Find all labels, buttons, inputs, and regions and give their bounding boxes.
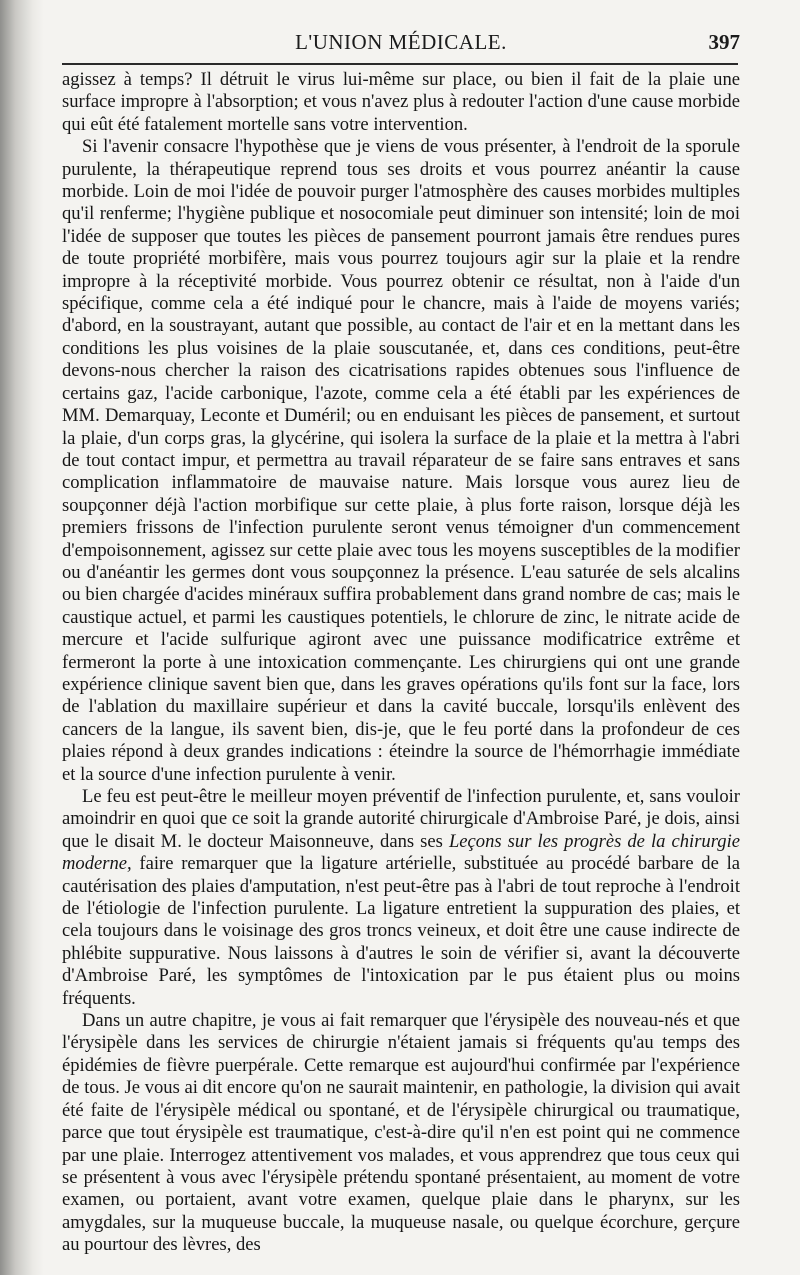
paragraph-continuation: agissez à temps? Il détruit le virus lui-même sur place, ou bien il fait de la plaie une surface impropre à l'absorption; et vous n'avez plus à redouter l'action d'une cause morbide qui eût été fatalement mortelle sans votre intervention. (62, 69, 740, 135)
header-rule (62, 63, 738, 65)
running-title: L'UNION MÉDICALE. (295, 30, 507, 54)
page-number: 397 (708, 30, 740, 54)
paragraph-fire-preventive (62, 786, 740, 1010)
body-text (62, 69, 740, 1257)
paragraph-text-before-title: Le feu est peut-être le meilleur moyen préventif de l'infection purulente, et, sans vouloir amoindrir en quoi que ce soit la grande autorité chirurgicale d'Ambroise Paré, je dois, ainsi que le disait M. le docteur Maisonneuve, dans ses (62, 786, 740, 852)
book-title-italic: Leçons sur les progrès de la chirurgie moderne, (62, 830, 740, 875)
paragraph-erysipelas: Dans un autre chapitre, je vous ai fait remarquer que l'érysipèle des nouveau-nés et que l'érysipèle dans les services de chirurgie n'étaient jamais si fréquents qu'au temps des épidémies de fièvre puerpérale. Cette remarque est aujourd'hui confirmée par l'expérience de tous. Je vous ai dit encore qu'on ne saurait maintenir, en pathologie, la division qui avait été faite de l'érysipèle médical ou spontané, et de l'érysipèle chirurgical ou traumatique, parce que tout érysipèle est traumatique, c'est-à-dire qu'il n'en est point qui ne commence par une plaie. Interrogez attentivement vos malades, et vous apprendrez que tous ceux qui se présentent à vous avec l'érysipèle prétendu spontané présentaient, au moment de votre examen, ou portaient, avant votre examen, quelque plaie dans le pharynx, sur les amygdales, sur la muqueuse buccale, la muqueuse nasale, ou quelque écorchure, gerçure au pourtour des lèvres, des (62, 1010, 740, 1256)
page-header (62, 28, 740, 58)
paragraph-text-after-title: faire remarquer que la ligature artérielle, substituée au procédé barbare de la cautérisation des plaies d'amputation, n'est peut-être pas à l'abri de tout reproche à l'endroit de l'étiologie de l'infection purulente. La ligature entretient la suppuration des plaies, et cela toujours dans le voisinage des gros troncs veineux, et doit être une cause indirecte de phlébite suppurative. Nous laissons à d'autres le soin de vérifier si, avant la découverte d'Ambroise Paré, les symptômes de l'intoxication par le pus étaient plus ou moins fréquents. (62, 853, 740, 1009)
paragraph-sporule-therapeutics: Si l'avenir consacre l'hypothèse que je viens de vous présenter, à l'endroit de la sporule purulente, la thérapeutique reprend tous ses droits et vous pourrez anéantir la cause morbide. Loin de moi l'idée de pouvoir purger l'atmosphère des causes morbides multiples qu'il renferme; l'hygiène publique et nosocomiale peut diminuer son intensité; loin de moi l'idée de supposer que toutes les pièces de pansement pourront jamais être rendues pures de toute propriété morbifère, mais vous pourrez toujours agir sur la plaie et la rendre impropre à la réceptivité morbide. Vous pourrez obtenir ce résultat, non à l'aide d'un spécifique, comme cela a été indiqué pour le chancre, mais à l'aide de moyens variés; d'abord, en la soustrayant, autant que possible, au contact de l'air et en la mettant dans les conditions les plus voisines de la plaie souscutanée, et, dans ces conditions, peut-être devons-nous chercher la raison des cicatrisations rapides obtenues sous l'influence de certains gaz, l'acide carbonique, l'azote, comme cela a été établi par les expériences de MM. Demarquay, Leconte et Duméril; ou en enduisant les pièces de pansement, et surtout la plaie, d'un corps gras, la glycérine, qui isolera la surface de la plaie et la mettra à l'abri de tout contact impur, et permettra au travail réparateur de se faire sans entraves et sans complication inflammatoire de mauvaise nature. Mais lorsque vous aurez lieu de soupçonner déjà l'action morbifique sur cette plaie, à plus forte raison, lorsque déjà les premiers frissons de l'infection purulente seront venus témoigner d'un commencement d'empoisonnement, agissez sur cette plaie avec tous les moyens susceptibles de la modifier ou d'anéantir les germes dont vous soupçonnez la présence. L'eau saturée de sels alcalins ou bien chargée d'acides minéraux suffira probablement dans grand nombre de cas; mais le caustique actuel, et parmi les caustiques potentiels, le chlorure de zinc, le nitrate acide de mercure et l'acide sulfurique agiront avec une puissance modificatrice extrême et fermeront la porte à une intoxication commençante. Les chirurgiens qui ont une grande expérience clinique savent bien que, dans les graves opérations qu'ils font sur la face, lors de l'ablation du maxillaire supérieur et dans la cavité buccale, lorsqu'ils enlèvent des cancers de la langue, ils savent bien, dis-je, que le feu porté dans la profondeur de ces plaies répond à deux grandes indications : éteindre la source de l'hémorrhagie immédiate et la source d'une infection purulente à venir. (62, 136, 740, 785)
page-gutter-shadow (0, 0, 44, 1275)
